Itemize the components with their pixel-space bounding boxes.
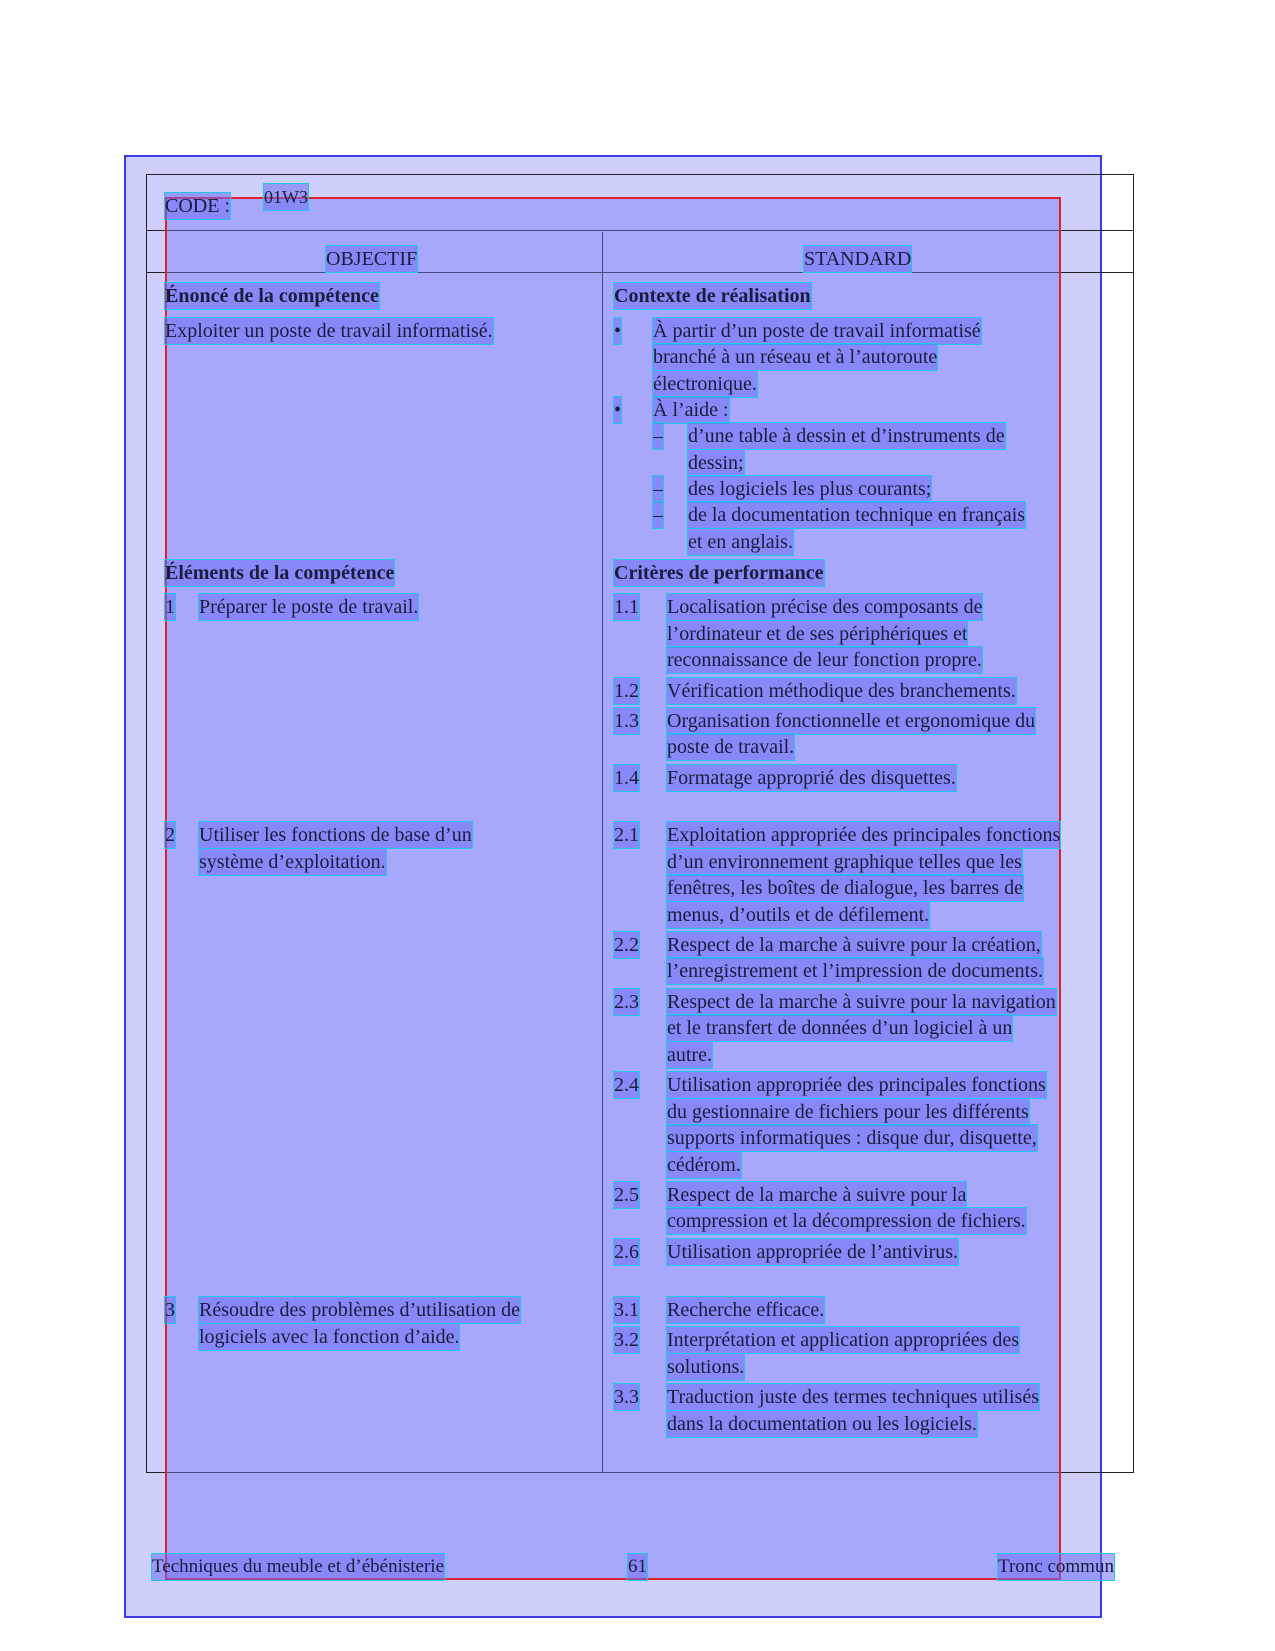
header-standard: STANDARD <box>804 248 912 270</box>
contexte-line: d’une table à dessin et d’instruments de <box>688 425 1005 447</box>
contexte-line: À l’aide : <box>653 399 729 421</box>
contexte-line: et en anglais. <box>688 531 793 553</box>
element-number: 2 <box>165 824 175 846</box>
critere-line: Exploitation appropriée des principales fonctions <box>667 824 1061 846</box>
critere-line: solutions. <box>667 1356 745 1378</box>
enonce-text: Exploiter un poste de travail informatisé. <box>165 320 493 342</box>
contexte-line: de la documentation technique en français <box>688 504 1026 526</box>
critere-line: Utilisation appropriée des principales fonctions <box>667 1074 1046 1096</box>
critere-line: et le transfert de données d’un logiciel à un <box>667 1017 1013 1039</box>
contexte-line: À partir d’un poste de travail informatisé <box>653 320 981 342</box>
element-line: Préparer le poste de travail. <box>199 596 419 618</box>
element-number: 3 <box>165 1299 175 1321</box>
critere-number: 2.6 <box>614 1241 639 1263</box>
footer-page-number: 61 <box>628 1554 647 1580</box>
critere-line: dans la documentation ou les logiciels. <box>667 1413 977 1435</box>
critere-line: Formatage approprié des disquettes. <box>667 767 956 789</box>
header-objectif: OBJECTIF <box>326 248 418 270</box>
critere-number: 3.1 <box>614 1299 639 1321</box>
critere-number: 1.1 <box>614 596 639 618</box>
critere-line: l’enregistrement et l’impression de documents. <box>667 960 1044 982</box>
footer-left: Techniques du meuble et d’ébénisterie <box>152 1554 444 1580</box>
critere-line: fenêtres, les boîtes de dialogue, les barres de <box>667 877 1023 899</box>
critere-number: 2.5 <box>614 1184 639 1206</box>
contexte-line: dessin; <box>688 452 744 474</box>
contexte-title: Contexte de réalisation <box>614 285 811 307</box>
contexte-line: branché à un réseau et à l’autoroute <box>653 346 938 368</box>
element-number: 1 <box>165 596 175 618</box>
critere-line: Respect de la marche à suivre pour la <box>667 1184 967 1206</box>
critere-line: Respect de la marche à suivre pour la création, <box>667 934 1041 956</box>
critere-line: poste de travail. <box>667 736 795 758</box>
critere-line: l’ordinateur et de ses périphériques et <box>667 623 968 645</box>
contexte-line: des logiciels les plus courants; <box>688 478 932 500</box>
critere-number: 1.2 <box>614 680 639 702</box>
dash-marker: – <box>653 504 663 526</box>
critere-number: 2.4 <box>614 1074 639 1096</box>
element-line: logiciels avec la fonction d’aide. <box>199 1326 460 1348</box>
critere-line: d’un environnement graphique telles que les <box>667 851 1022 873</box>
critere-line: Recherche efficace. <box>667 1299 825 1321</box>
critere-line: supports informatiques : disque dur, disquette, <box>667 1127 1037 1149</box>
dash-marker: – <box>653 478 663 500</box>
critere-line: Utilisation appropriée de l’antivirus. <box>667 1241 959 1263</box>
critere-number: 1.3 <box>614 710 639 732</box>
code-value: 01W3 <box>264 184 308 210</box>
footer-right: Tronc commun <box>998 1554 1114 1580</box>
criteres-title: Critères de performance <box>614 562 824 584</box>
critere-line: Organisation fonctionnelle et ergonomique du <box>667 710 1036 732</box>
bullet-marker: • <box>614 320 622 342</box>
critere-number: 2.2 <box>614 934 639 956</box>
critere-line: Localisation précise des composants de <box>667 596 983 618</box>
code-label: CODE : <box>165 195 230 217</box>
element-line: Utiliser les fonctions de base d’un <box>199 824 472 846</box>
elements-title: Éléments de la compétence <box>165 562 395 584</box>
critere-line: compression et la décompression de fichiers. <box>667 1210 1026 1232</box>
critere-number: 3.3 <box>614 1386 639 1408</box>
critere-number: 2.3 <box>614 991 639 1013</box>
critere-line: Interprétation et application appropriées des <box>667 1329 1020 1351</box>
contexte-line: électronique. <box>653 373 757 395</box>
bullet-marker: • <box>614 399 622 421</box>
critere-line: Respect de la marche à suivre pour la navigation <box>667 991 1056 1013</box>
dash-marker: – <box>653 425 663 447</box>
element-line: système d’exploitation. <box>199 851 386 873</box>
critere-number: 3.2 <box>614 1329 639 1351</box>
enonce-title: Énoncé de la compétence <box>165 285 379 307</box>
critere-line: menus, d’outils et de défilement. <box>667 904 930 926</box>
critere-line: reconnaissance de leur fonction propre. <box>667 649 982 671</box>
critere-line: cédérom. <box>667 1154 741 1176</box>
critere-line: du gestionnaire de fichiers pour les différents <box>667 1101 1029 1123</box>
critere-line: autre. <box>667 1044 712 1066</box>
critere-line: Vérification méthodique des branchements. <box>667 680 1016 702</box>
critere-line: Traduction juste des termes techniques utilisés <box>667 1386 1039 1408</box>
element-line: Résoudre des problèmes d’utilisation de <box>199 1299 521 1321</box>
critere-number: 1.4 <box>614 767 639 789</box>
critere-number: 2.1 <box>614 824 639 846</box>
